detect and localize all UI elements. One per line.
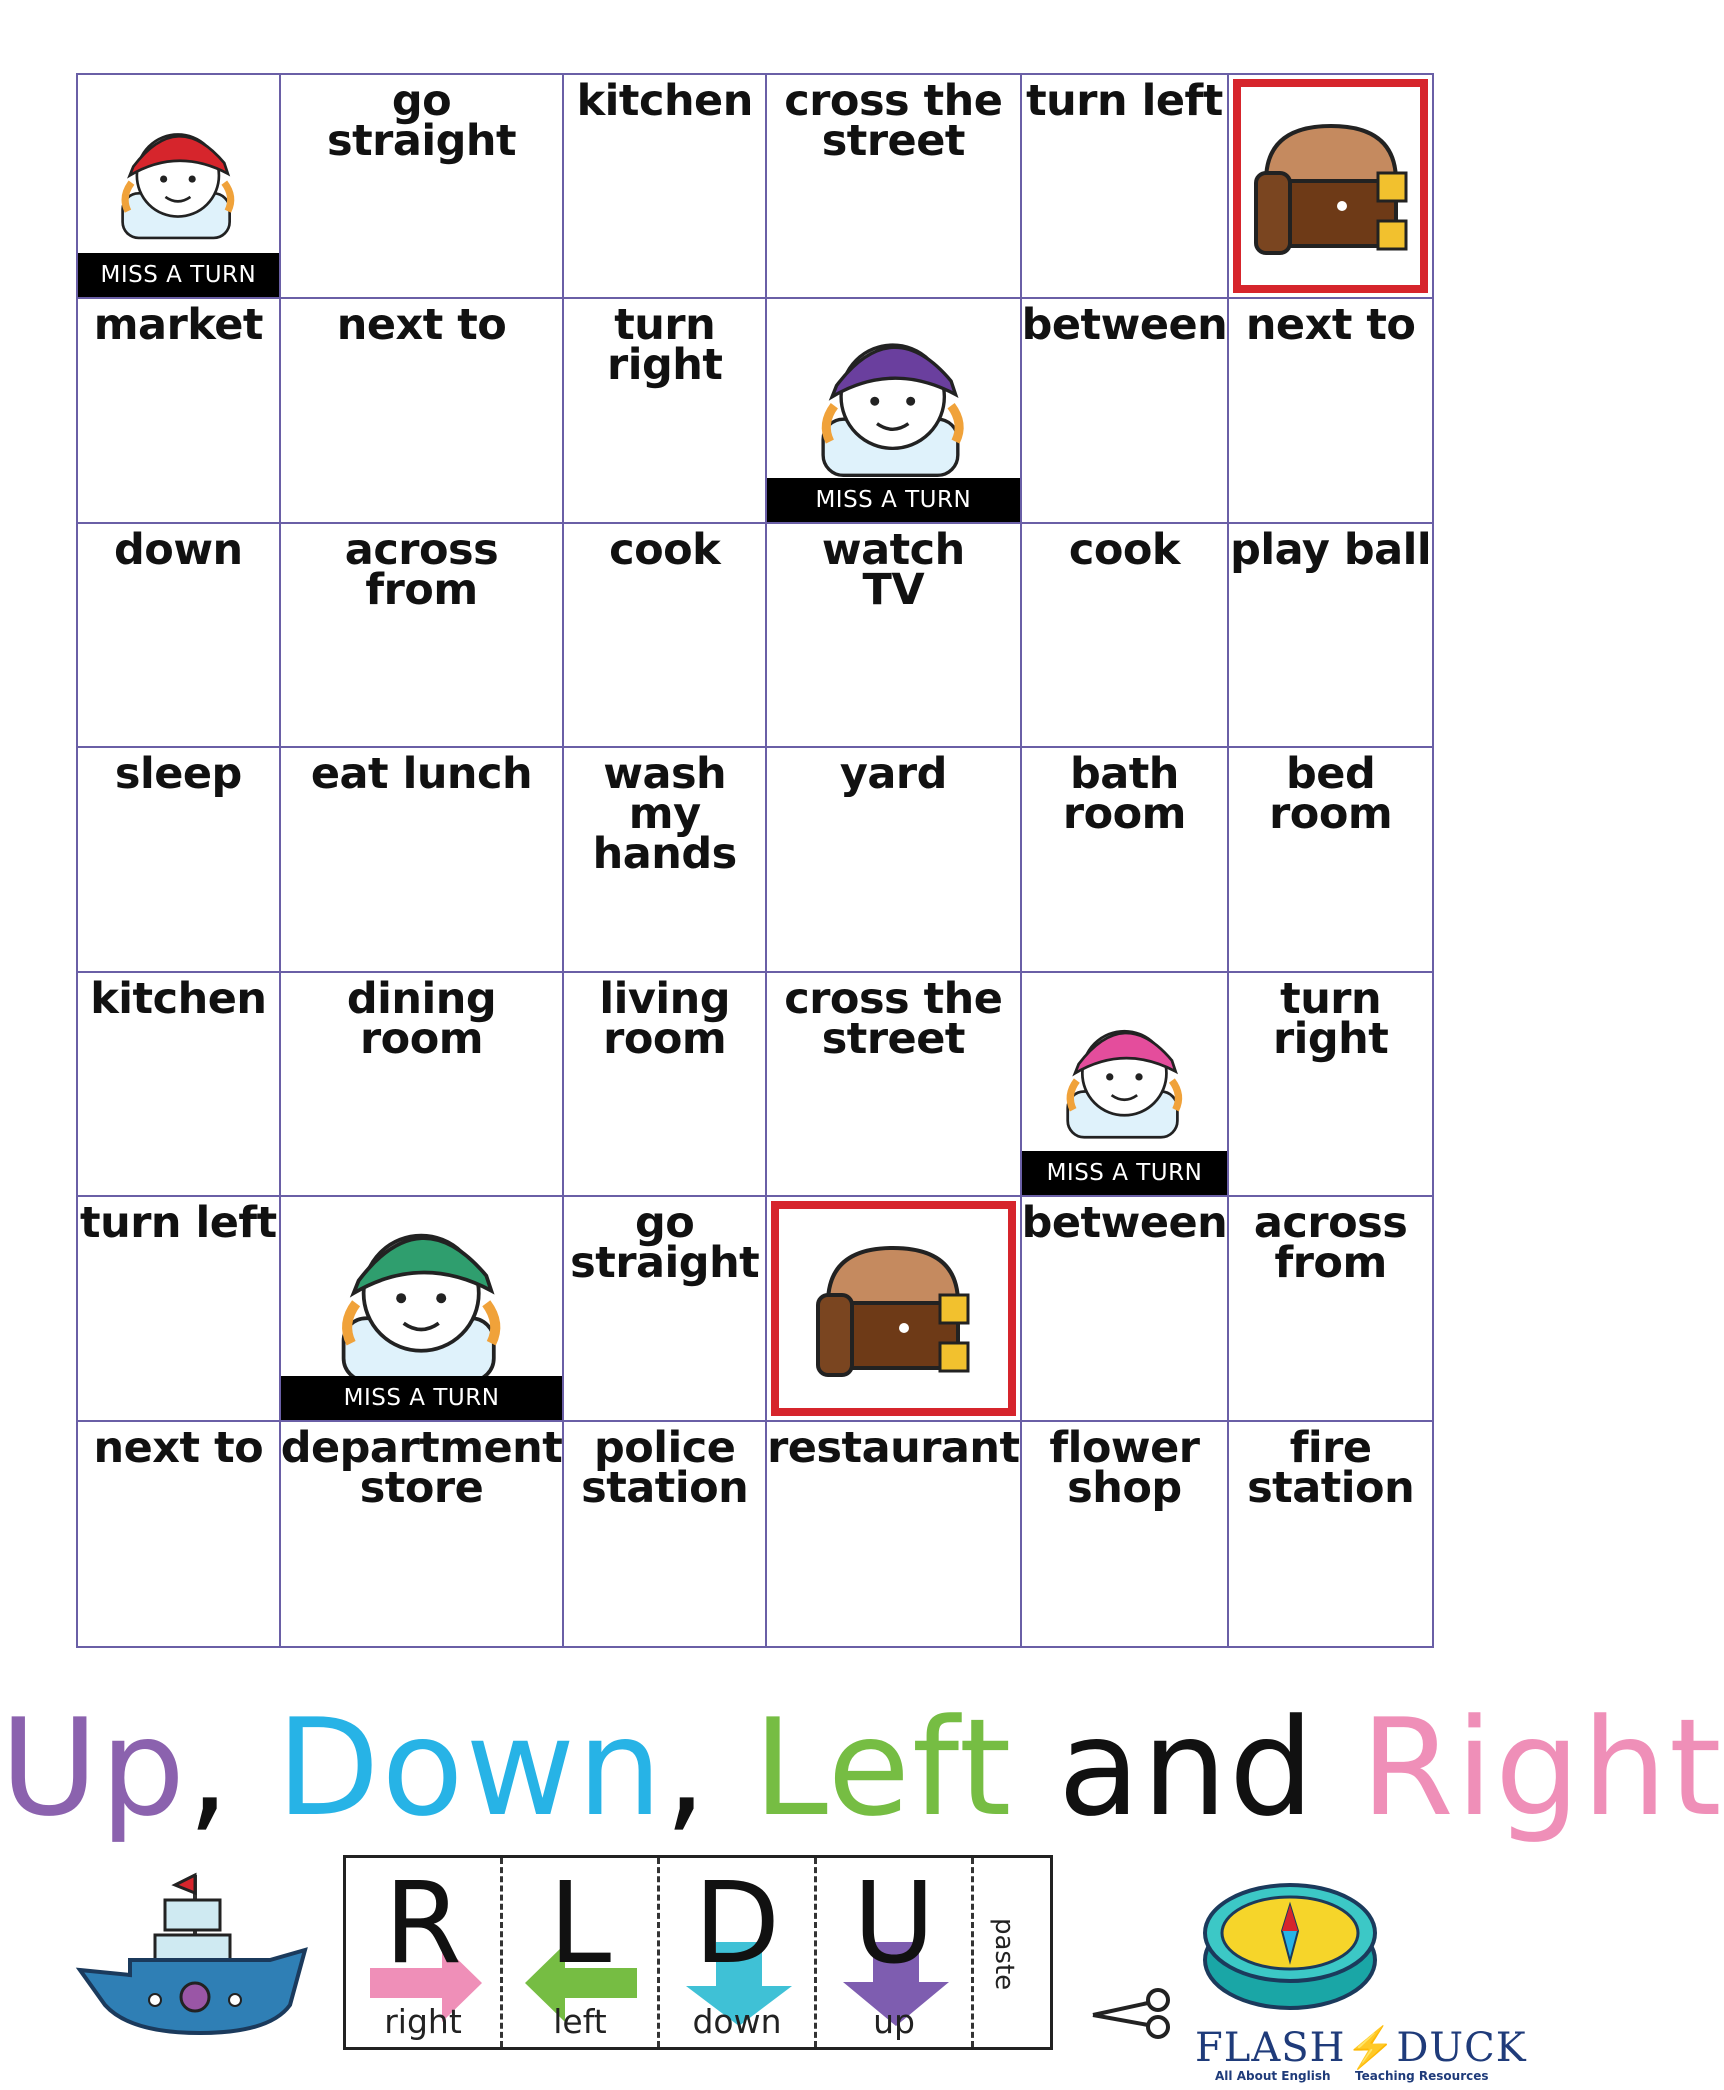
brand-tagline-left: All About English bbox=[1215, 2069, 1331, 2083]
brand-name-right: DUCK bbox=[1396, 2025, 1527, 2071]
direction-word: left bbox=[553, 2002, 607, 2041]
board-space bbox=[281, 75, 565, 299]
title-part: Left bbox=[753, 1690, 1014, 1846]
miss-a-turn-space bbox=[1022, 973, 1230, 1197]
board-space bbox=[564, 299, 767, 523]
title-part: Up bbox=[0, 1690, 188, 1846]
board-space-text: between bbox=[1021, 1198, 1228, 1249]
board-space bbox=[1022, 748, 1230, 972]
direction-card-right bbox=[346, 1858, 503, 2047]
board-space-text: kitchen bbox=[90, 973, 267, 1024]
board-space bbox=[78, 524, 281, 748]
miss-a-turn-label: MISS A TURN bbox=[1022, 1151, 1228, 1195]
direction-word: down bbox=[692, 2002, 782, 2041]
board-space-text: across from bbox=[344, 524, 499, 615]
board-space-text: go straight bbox=[326, 76, 517, 166]
board-space bbox=[767, 1422, 1022, 1646]
board-space-text: market bbox=[93, 300, 263, 351]
miss-a-turn-label: MISS A TURN bbox=[281, 1376, 563, 1420]
paste-tab bbox=[974, 1858, 1050, 2047]
miss-a-turn-space bbox=[78, 75, 281, 299]
miss-a-turn-space bbox=[767, 299, 1022, 523]
board-space-text: restaurant bbox=[767, 1422, 1020, 1473]
board-space-text: yard bbox=[839, 749, 947, 800]
board-space bbox=[1229, 973, 1432, 1197]
direction-card-up bbox=[817, 1858, 974, 2047]
board-space bbox=[281, 524, 565, 748]
brand-name-left: FLASH bbox=[1195, 2025, 1346, 2071]
board-space bbox=[1229, 1422, 1432, 1646]
board-space-text: watch TV bbox=[821, 524, 965, 615]
board-space-text: cross the street bbox=[784, 973, 1003, 1064]
board-space bbox=[281, 1422, 565, 1646]
game-board bbox=[76, 73, 1434, 1648]
board-space-text: living room bbox=[599, 973, 731, 1064]
title-part: , bbox=[664, 1690, 754, 1846]
direction-letter: L bbox=[548, 1859, 612, 1989]
direction-letter: D bbox=[693, 1859, 781, 1989]
treasure-chest-space bbox=[767, 1197, 1022, 1421]
board-space bbox=[564, 748, 767, 972]
board-space-text: cook bbox=[609, 524, 721, 575]
direction-card-down bbox=[660, 1858, 817, 2047]
board-space-text: cross the street bbox=[784, 76, 1003, 166]
board-space-text: across from bbox=[1253, 1198, 1408, 1289]
board-space bbox=[767, 524, 1022, 748]
board-space-text: next to bbox=[93, 1422, 264, 1473]
direction-card-left bbox=[503, 1858, 660, 2047]
board-space bbox=[767, 973, 1022, 1197]
board-space-text: sleep bbox=[114, 749, 242, 800]
board-space bbox=[1022, 1422, 1230, 1646]
board-space bbox=[78, 748, 281, 972]
board-space-text: turn right bbox=[607, 300, 723, 391]
miss-a-turn-label: MISS A TURN bbox=[767, 478, 1020, 522]
board-space-text: eat lunch bbox=[310, 749, 533, 800]
direction-letter: U bbox=[853, 1859, 935, 1989]
board-space bbox=[281, 299, 565, 523]
board-space-text: wash my hands bbox=[592, 749, 737, 880]
board-space bbox=[564, 973, 767, 1197]
board-space-text: flower shop bbox=[1049, 1422, 1200, 1513]
board-space bbox=[1022, 1197, 1230, 1421]
board-space bbox=[1229, 748, 1432, 972]
board-space bbox=[767, 748, 1022, 972]
direction-word: up bbox=[873, 2002, 915, 2041]
pirate-ship-icon bbox=[70, 1855, 320, 2040]
direction-word: right bbox=[384, 2002, 462, 2041]
brand-tagline-right: Teaching Resources bbox=[1355, 2069, 1489, 2083]
board-space-text: fire station bbox=[1247, 1422, 1415, 1513]
board-space bbox=[564, 1197, 767, 1421]
miss-a-turn-label: MISS A TURN bbox=[78, 253, 279, 297]
board-space bbox=[78, 973, 281, 1197]
board-space-text: play ball bbox=[1230, 524, 1432, 575]
board-space bbox=[564, 524, 767, 748]
board-space bbox=[564, 75, 767, 299]
board-space-text: turn left bbox=[1026, 76, 1223, 126]
board-space bbox=[1022, 299, 1230, 523]
board-space-text: down bbox=[114, 524, 243, 575]
board-space bbox=[1229, 524, 1432, 748]
board-space bbox=[767, 75, 1022, 299]
board-space-text: go straight bbox=[570, 1198, 760, 1289]
board-space bbox=[281, 973, 565, 1197]
board-space bbox=[78, 1197, 281, 1421]
board-space bbox=[1022, 75, 1230, 299]
board-space bbox=[1229, 299, 1432, 523]
lightning-bolt-icon: ⚡ bbox=[1345, 2024, 1397, 2071]
board-space-text: cook bbox=[1068, 524, 1181, 575]
board-space-text: bath room bbox=[1062, 749, 1186, 840]
board-space bbox=[78, 1422, 281, 1646]
title-part: , bbox=[187, 1690, 277, 1846]
miss-a-turn-space bbox=[281, 1197, 565, 1421]
board-space bbox=[1022, 524, 1230, 748]
board-space bbox=[564, 1422, 767, 1646]
flash-duck-logo bbox=[1195, 2024, 1527, 2085]
board-space-text: next to bbox=[1245, 300, 1416, 351]
direction-letter: R bbox=[384, 1859, 462, 1989]
title-part: and bbox=[1013, 1690, 1361, 1846]
board-space-text: bed room bbox=[1269, 749, 1393, 840]
board-space-text: between bbox=[1021, 300, 1228, 351]
board-space bbox=[78, 299, 281, 523]
board-space-text: next to bbox=[336, 300, 507, 351]
title-part: Right bbox=[1360, 1690, 1724, 1846]
board-space-text: department store bbox=[280, 1422, 563, 1513]
paste-label: paste bbox=[989, 1918, 1019, 1991]
page-title bbox=[0, 1688, 1724, 1848]
board-space-text: kitchen bbox=[576, 76, 753, 126]
board-space-text: dining room bbox=[346, 973, 497, 1064]
board-space-text: police station bbox=[581, 1422, 749, 1513]
treasure-chest-space bbox=[1229, 75, 1432, 299]
title-part: Down bbox=[276, 1690, 665, 1846]
board-space bbox=[281, 748, 565, 972]
direction-cutout-strip bbox=[343, 1855, 1053, 2050]
board-space-text: turn right bbox=[1272, 973, 1389, 1064]
board-space bbox=[1229, 1197, 1432, 1421]
scissors-icon bbox=[1088, 1985, 1178, 2040]
board-space-text: turn left bbox=[80, 1198, 277, 1249]
compass-icon bbox=[1195, 1865, 1385, 2015]
